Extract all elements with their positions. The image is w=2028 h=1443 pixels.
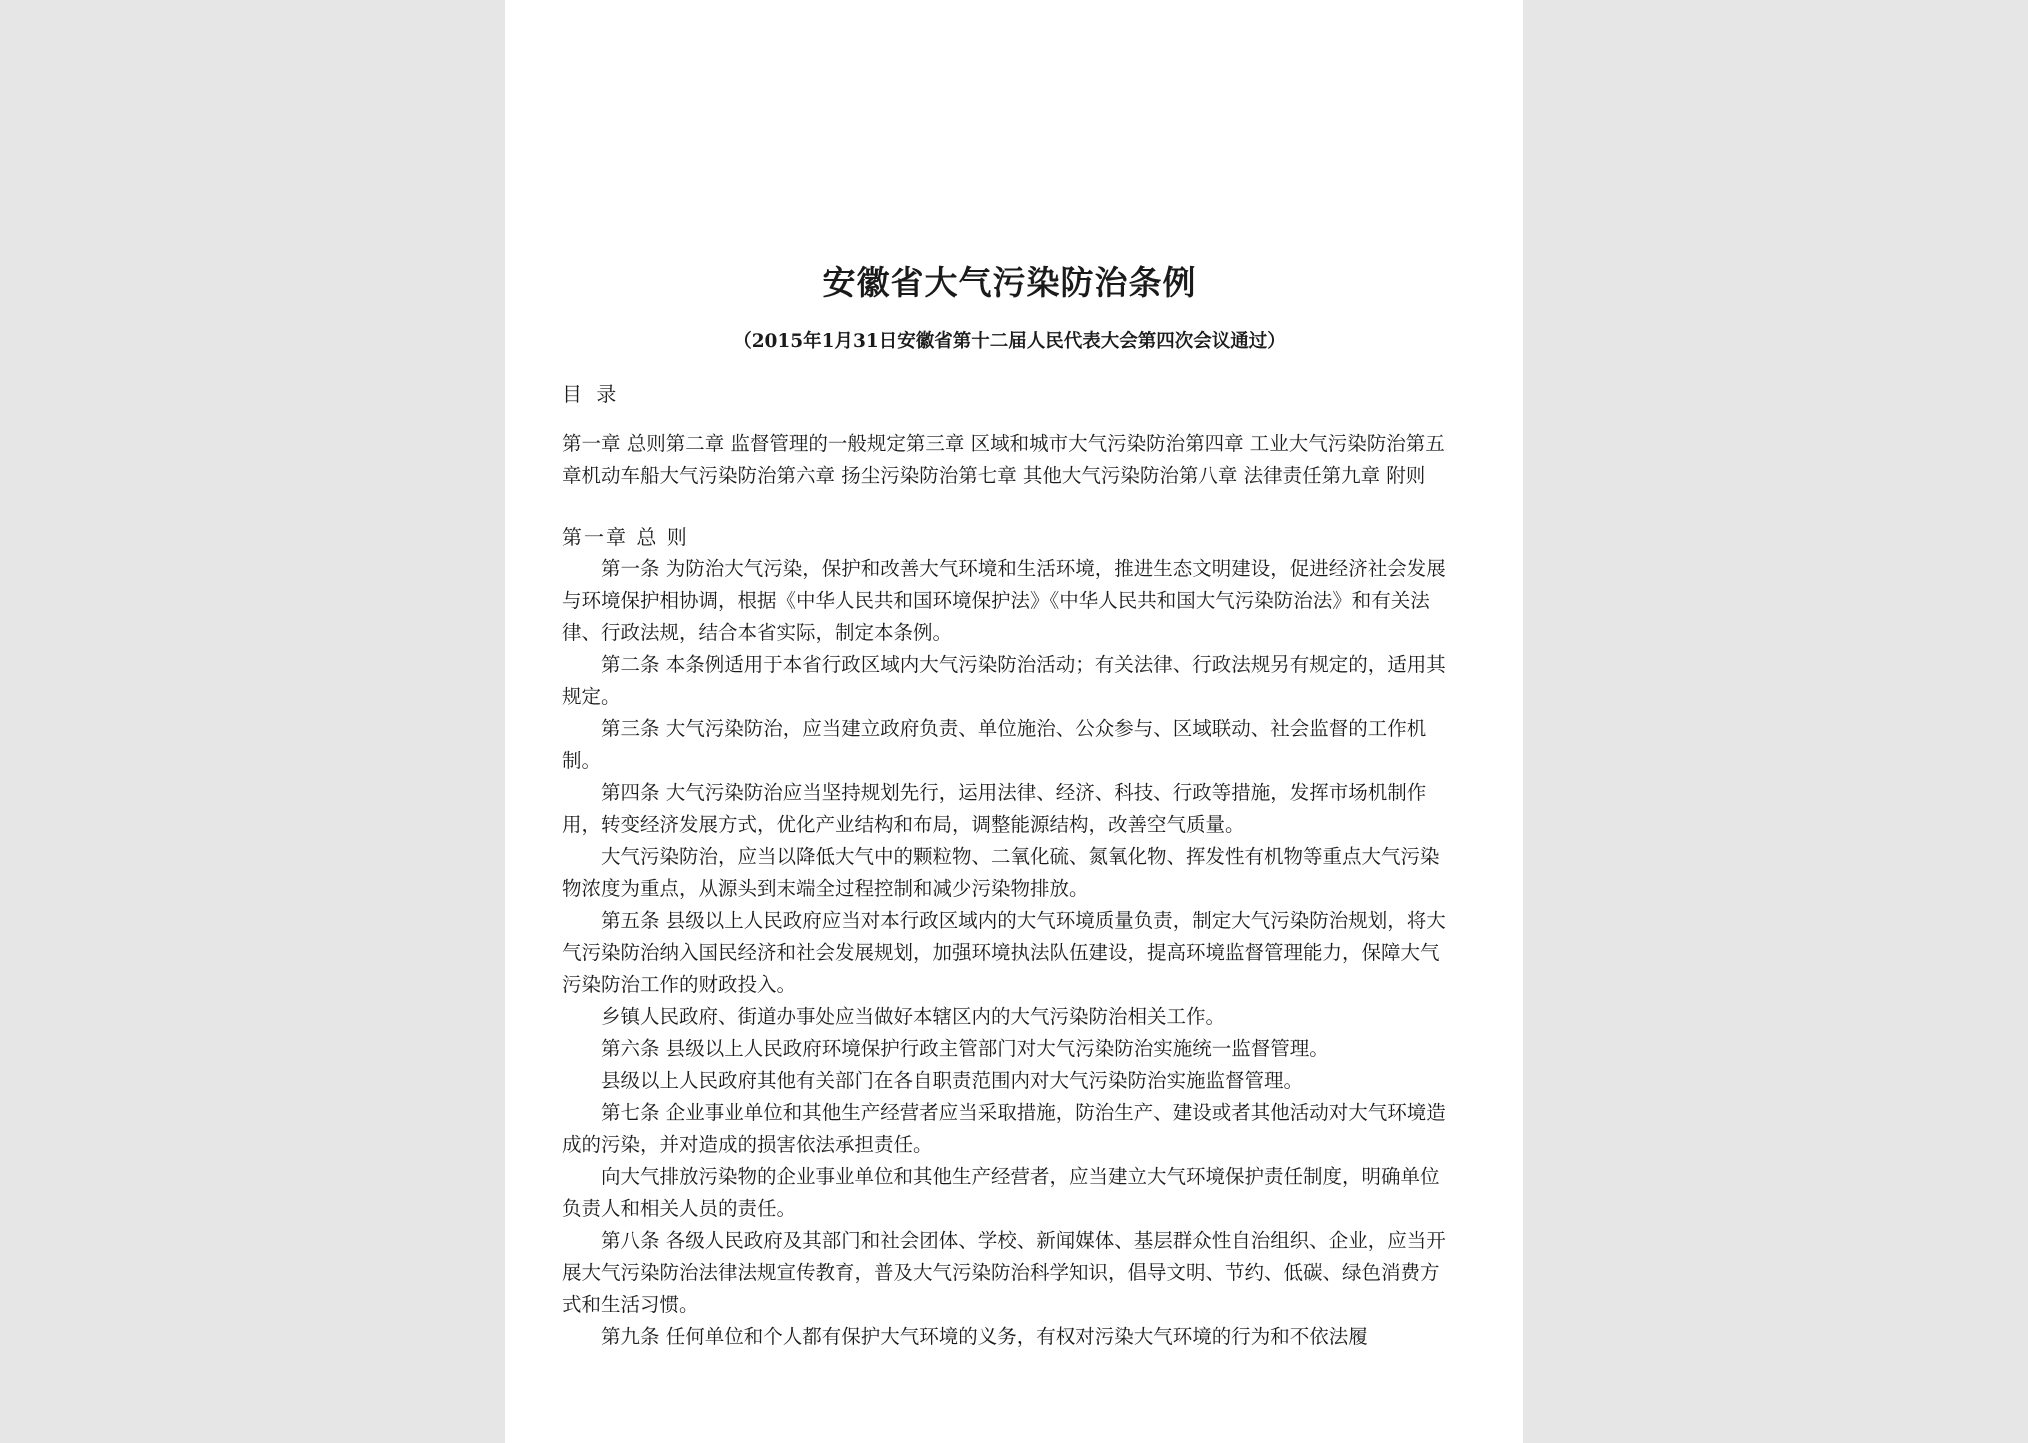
article-paragraph: 大气污染防治，应当以降低大气中的颗粒物、二氧化硫、氮氧化物、挥发性有机物等重点大气污染物浓度为重点，从源头到末端全过程控制和减少污染物排放。 xyxy=(562,845,1440,900)
article-paragraph: 县级以上人民政府其他有关部门在各自职责范围内对大气污染防治实施监督管理。 xyxy=(601,1069,1304,1092)
article-paragraph: 第七条 企业事业单位和其他生产经营者应当采取措施，防治生产、建设或者其他活动对大气环境造成的污染，并对造成的损害依法承担责任。 xyxy=(562,1101,1446,1156)
document-page xyxy=(505,0,1523,1443)
document-title: 安徽省大气污染防治条例 xyxy=(822,263,1197,302)
article-paragraph: 向大气排放污染物的企业事业单位和其他生产经营者，应当建立大气环境保护责任制度，明确单位负责人和相关人员的责任。 xyxy=(562,1165,1440,1220)
article-paragraph: 第三条 大气污染防治，应当建立政府负责、单位施治、公众参与、区域联动、社会监督的工作机制。 xyxy=(562,717,1427,772)
toc-label: 目 录 xyxy=(562,382,621,406)
document-subtitle: （2015年1月31日安徽省第十二届人民代表大会第四次会议通过） xyxy=(733,331,1286,352)
toc-text: 第一章 总则第二章 监督管理的一般规定第三章 区域和城市大气污染防治第四章 工业大气污染防治第五章机动车船大气污染防治第六章 扬尘污染防治第七章 其他大气污染防治第八章 法律责任第九章 附则 xyxy=(562,432,1445,487)
article-paragraph: 第九条 任何单位和个人都有保护大气环境的义务，有权对污染大气环境的行为和不依法履 xyxy=(601,1325,1368,1348)
chapter-heading: 第一章 总 则 xyxy=(562,525,689,549)
article-paragraph: 乡镇人民政府、街道办事处应当做好本辖区内的大气污染防治相关工作。 xyxy=(601,1005,1226,1028)
article-paragraph: 第五条 县级以上人民政府应当对本行政区域内的大气环境质量负责，制定大气污染防治规划，将大气污染防治纳入国民经济和社会发展规划，加强环境执法队伍建设，提高环境监督管理能力，保障大气污染防治工作的财政投入。 xyxy=(562,909,1446,996)
article-paragraph: 第八条 各级人民政府及其部门和社会团体、学校、新闻媒体、基层群众性自治组织、企业，应当开展大气污染防治法律法规宣传教育，普及大气污染防治科学知识，倡导文明、节约、低碳、绿色消费方式和生活习惯。 xyxy=(562,1229,1446,1316)
article-paragraph: 第一条 为防治大气污染，保护和改善大气环境和生活环境，推进生态文明建设，促进经济社会发展与环境保护相协调，根据《中华人民共和国环境保护法》《中华人民共和国大气污染防治法》和有关法律、行政法规，结合本省实际，制定本条例。 xyxy=(562,557,1446,644)
article-paragraph: 第四条 大气污染防治应当坚持规划先行，运用法律、经济、科技、行政等措施，发挥市场机制作用，转变经济发展方式，优化产业结构和布局，调整能源结构，改善空气质量。 xyxy=(562,781,1427,836)
article-paragraph: 第二条 本条例适用于本省行政区域内大气污染防治活动；有关法律、行政法规另有规定的，适用其规定。 xyxy=(562,653,1446,708)
article-paragraph: 第六条 县级以上人民政府环境保护行政主管部门对大气污染防治实施统一监督管理。 xyxy=(601,1037,1329,1060)
